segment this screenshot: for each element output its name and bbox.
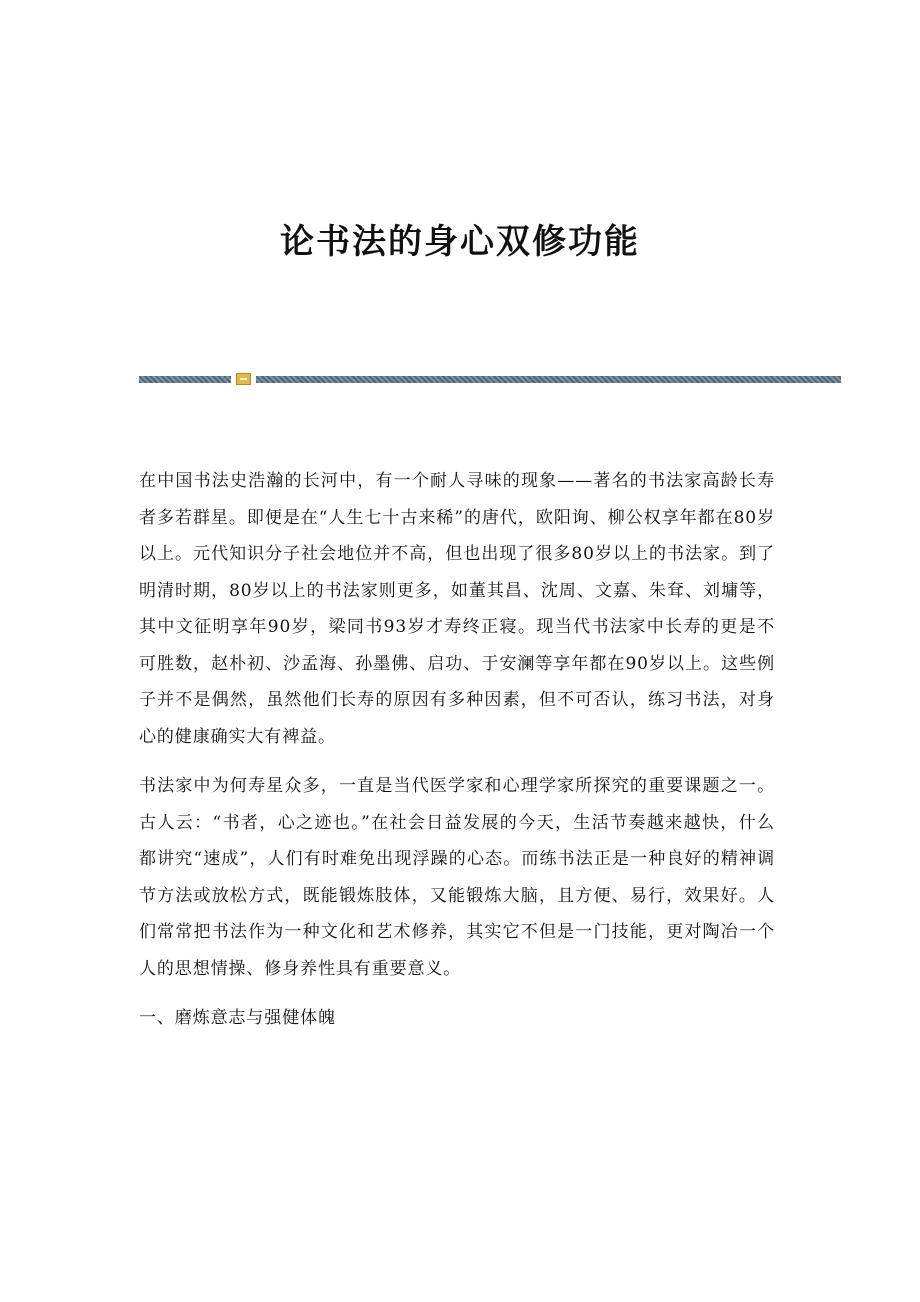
divider-bar-left — [139, 376, 231, 383]
divider-bar-right — [256, 376, 841, 383]
title-divider — [139, 372, 841, 386]
paragraph-1: 在中国书法史浩瀚的长河中，有一个耐人寻味的现象——著名的书法家高龄长寿者多若群星。即便是在“人生七十古来稀”的唐代，欧阳询、柳公权享年都在80岁以上。元代知识分子社会地位并不高，但也出现了很多80岁以上的书法家。到了明清时期，80岁以上的书法家则更多，如董其昌、沈周、文嘉、朱耷、刘墉等，其中文征明享年90岁，梁同书93岁才寿终正寝。现当代书法家中长寿的更是不可胜数，赵朴初、沙孟海、孙墨佛、启功、于安澜等享年都在90岁以上。这些例子并不是偶然，虽然他们长寿的原因有多种因素，但不可否认，练习书法，对身心的健康确实大有裨益。 — [139, 471, 775, 747]
divider-ornament-icon — [236, 373, 251, 385]
paragraph-2: 书法家中为何寿星众多，一直是当代医学家和心理学家所探究的重要课题之一。古人云：“书者，心之迹也。”在社会日益发展的今天，生活节奏越来越快，什么都讲究“速成”，人们有时难免出现浮躁的心态。而练书法正是一种良好的精神调节方法或放松方式，既能锻炼肢体，又能锻炼大脑，且方便、易行，效果好。人们常常把书法作为一种文化和艺术修养，其实它不但是一门技能，更对陶冶一个人的思想情操、修身养性具有重要意义。 — [139, 776, 775, 979]
document-title: 论书法的身心双修功能 — [280, 222, 640, 262]
document-body — [139, 463, 775, 1037]
section-heading: 一、磨炼意志与强健体魄 — [139, 1008, 336, 1028]
